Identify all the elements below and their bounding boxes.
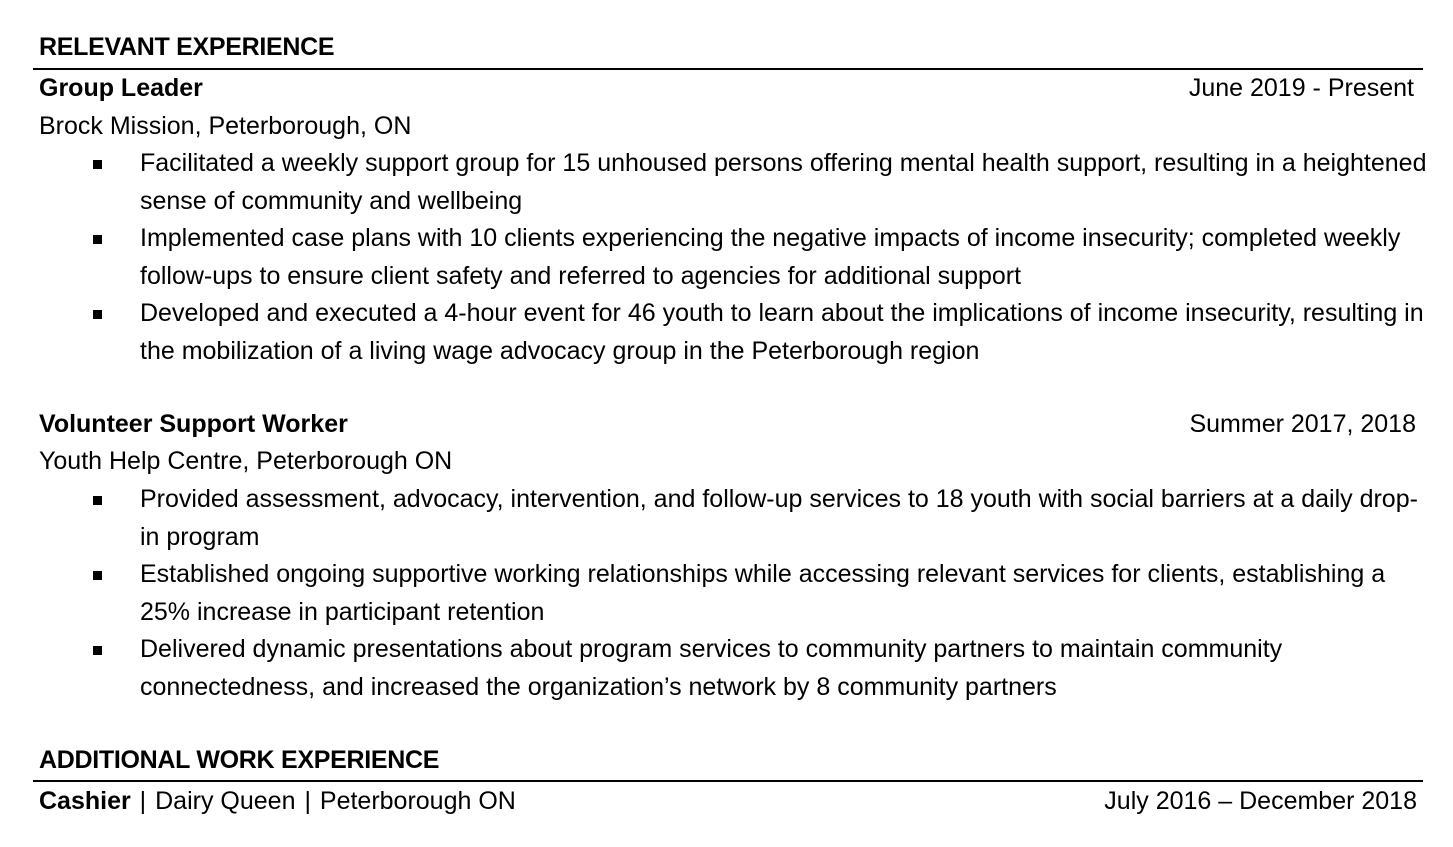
bullet-text: Developed and executed a 4-hour event for 46 youth to learn about the implications of income insecurity, resulting in the mobilization of a living wage advocacy group in the Peterborough region <box>140 299 1424 365</box>
square-bullet-icon <box>93 496 102 505</box>
bullet-text: Implemented case plans with 10 clients experiencing the negative impacts of income insecurity; completed weekly follow-ups to ensure client safety and referred to agencies for additional support <box>140 224 1401 290</box>
list-item <box>0 295 1430 370</box>
bullet-text: Facilitated a weekly support group for 15 unhoused persons offering mental health support, resulting in a heightened sense of community and wellbeing <box>140 149 1427 215</box>
job-employer: Dairy Queen <box>155 787 296 815</box>
job-header-volunteer-support-worker <box>39 408 1417 440</box>
section-divider <box>33 780 1423 782</box>
section-heading-additional-work-experience: ADDITIONAL WORK EXPERIENCE <box>39 746 440 774</box>
job-dates: Summer 2017, 2018 <box>1189 410 1416 438</box>
job-title: Cashier <box>39 787 131 815</box>
job-header-group-leader <box>39 72 1417 104</box>
job-dates: June 2019 - Present <box>1188 74 1414 102</box>
job-organization: Brock Mission, Peterborough, ON <box>39 112 412 140</box>
job-line <box>39 785 516 817</box>
square-bullet-icon <box>93 310 102 319</box>
job-organization: Youth Help Centre, Peterborough ON <box>39 447 453 475</box>
square-bullet-icon <box>93 160 102 169</box>
job-header-cashier <box>39 785 1417 817</box>
list-item <box>0 145 1430 220</box>
square-bullet-icon <box>93 571 102 580</box>
bullet-text: Provided assessment, advocacy, intervention, and follow-up services to 18 youth with social barriers at a daily drop-in program <box>140 485 1418 551</box>
job-title: Volunteer Support Worker <box>39 410 348 438</box>
job-location: Peterborough ON <box>319 787 516 815</box>
section-divider <box>33 68 1423 70</box>
section-heading-relevant-experience: RELEVANT EXPERIENCE <box>39 33 335 61</box>
square-bullet-icon <box>93 235 102 244</box>
list-item <box>0 220 1430 295</box>
separator: | <box>139 787 147 815</box>
job-dates: July 2016 – December 2018 <box>1104 787 1417 815</box>
square-bullet-icon <box>93 646 102 655</box>
list-item <box>0 631 1430 706</box>
list-item <box>0 481 1430 556</box>
separator: | <box>304 787 311 815</box>
job-bullet-list <box>0 481 1453 706</box>
bullet-text: Established ongoing supportive working relationships while accessing relevant services for clients, establishing a 25% increase in participant retention <box>140 560 1386 626</box>
job-title: Group Leader <box>39 74 203 102</box>
list-item <box>0 556 1430 631</box>
bullet-text: Delivered dynamic presentations about program services to community partners to maintain community connectedness, and increased the organization’s network by 8 community partners <box>140 635 1283 701</box>
job-bullet-list <box>0 145 1453 370</box>
